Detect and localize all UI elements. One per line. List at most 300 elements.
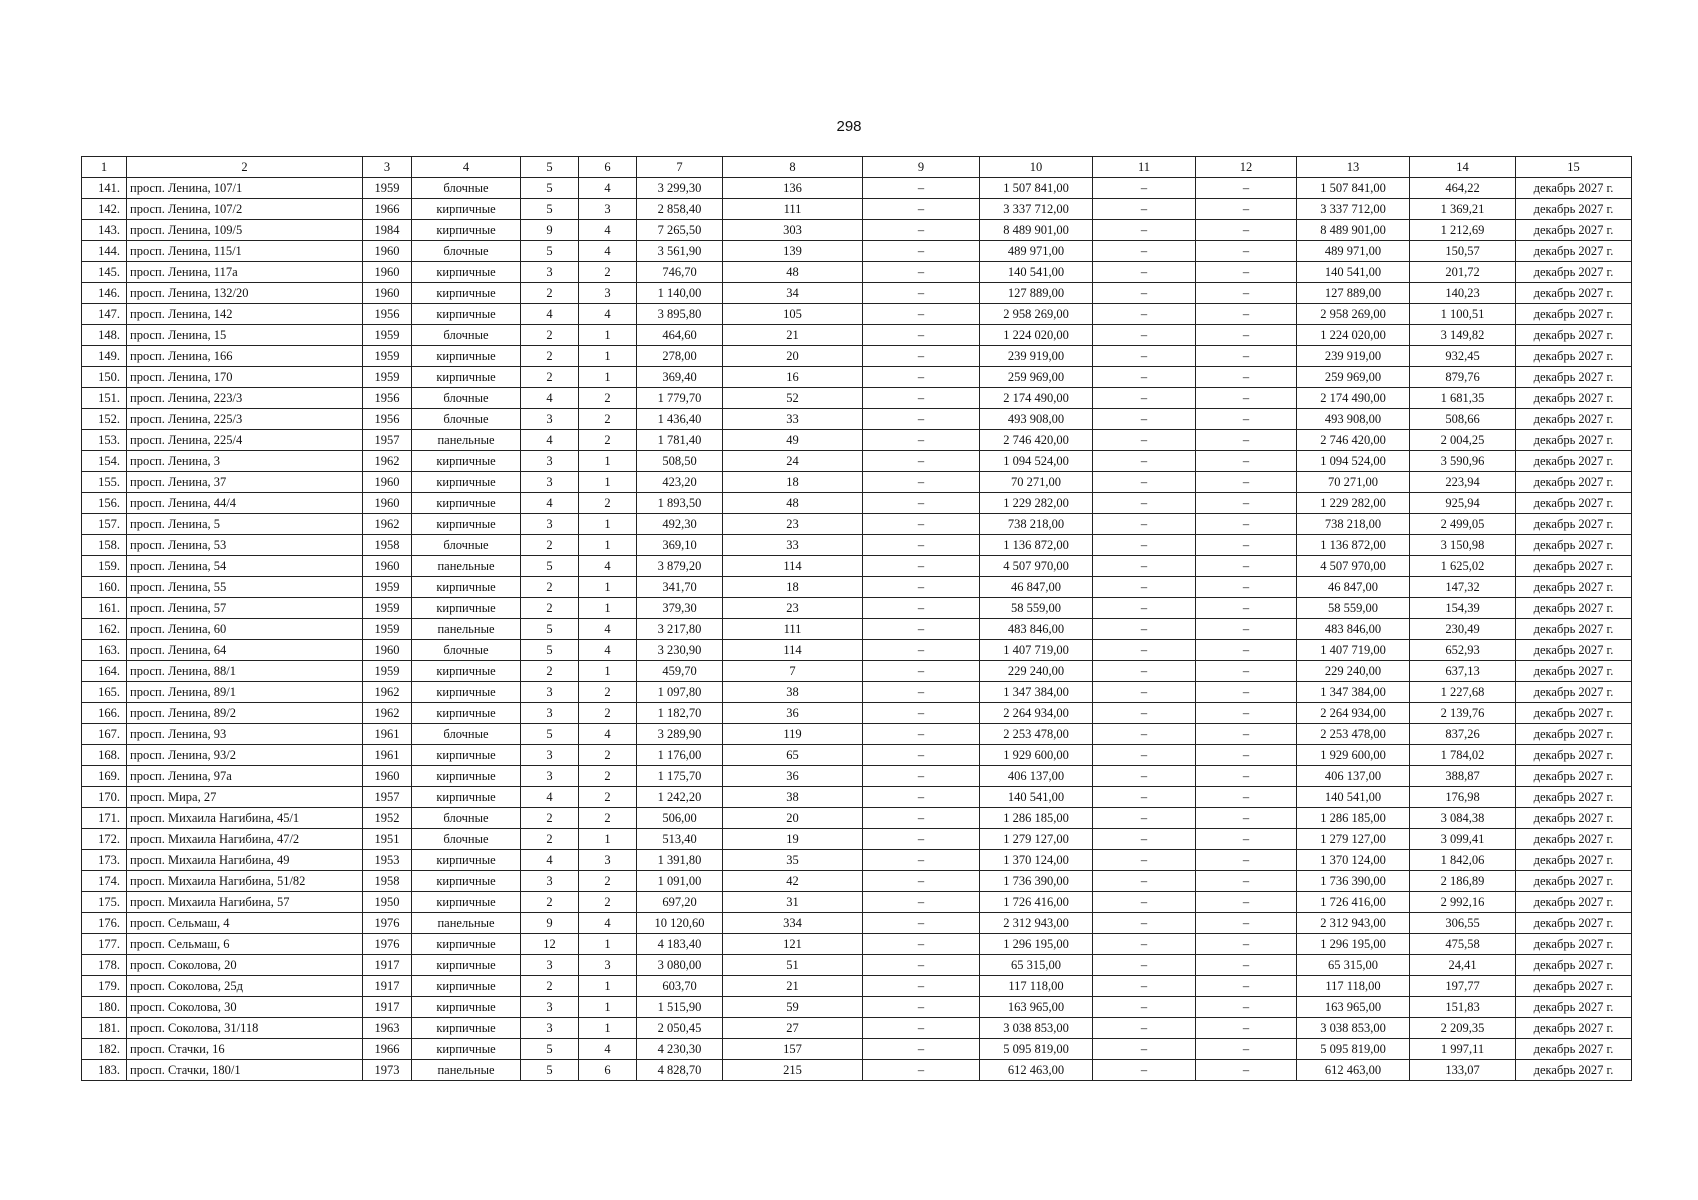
table-cell: – [1196,199,1297,220]
table-cell: 2 174 490,00 [1297,388,1410,409]
table-cell: 423,20 [637,472,723,493]
table-cell: блочные [412,388,521,409]
table-cell: блочные [412,535,521,556]
table-cell: 2 [579,787,637,808]
table-cell: 3 289,90 [637,724,723,745]
table-cell: 1 296 195,00 [980,934,1093,955]
column-header: 3 [363,157,412,178]
table-cell: 161. [82,598,127,619]
table-cell: 4 [521,850,579,871]
table-cell: 1959 [363,661,412,682]
table-cell: 230,49 [1410,619,1516,640]
table-cell: 3 879,20 [637,556,723,577]
table-cell: 697,20 [637,892,723,913]
table-cell: 2 [521,976,579,997]
table-cell: 2 264 934,00 [1297,703,1410,724]
table-cell: просп. Михаила Нагибина, 47/2 [127,829,363,850]
column-header: 13 [1297,157,1410,178]
table-cell: просп. Стачки, 180/1 [127,1060,363,1081]
table-cell: 652,93 [1410,640,1516,661]
table-cell: декабрь 2027 г. [1516,1018,1632,1039]
table-cell: 7 265,50 [637,220,723,241]
table-cell: 1 391,80 [637,850,723,871]
table-cell: 20 [723,346,863,367]
table-cell: 2 [579,808,637,829]
table-cell: 3 230,90 [637,640,723,661]
table-cell: 18 [723,577,863,598]
table-cell: 2 [579,703,637,724]
table-cell: 163 965,00 [1297,997,1410,1018]
table-row [82,1060,1632,1081]
table-cell: – [1196,241,1297,262]
table-cell: – [863,703,980,724]
table-cell: 513,40 [637,829,723,850]
table-cell: 48 [723,262,863,283]
table-cell: 174. [82,871,127,892]
table-cell: 1962 [363,514,412,535]
table-cell: 2 174 490,00 [980,388,1093,409]
table-cell: – [863,409,980,430]
table-cell: кирпичные [412,766,521,787]
table-cell: 1 224 020,00 [980,325,1093,346]
table-cell: – [863,1060,980,1081]
table-cell: 3 [521,451,579,472]
table-cell: 1 369,21 [1410,199,1516,220]
table-cell: 2 499,05 [1410,514,1516,535]
table-cell: 4 [579,724,637,745]
table-cell: просп. Ленина, 60 [127,619,363,640]
table-cell: – [863,178,980,199]
table-cell: – [863,346,980,367]
table-cell: 1 [579,1018,637,1039]
table-cell: 8 489 901,00 [1297,220,1410,241]
table-cell: 143. [82,220,127,241]
table-row [82,472,1632,493]
table-cell: 4 [579,640,637,661]
table-cell: 2 [521,598,579,619]
table-cell: кирпичные [412,514,521,535]
table-row [82,850,1632,871]
table-cell: кирпичные [412,451,521,472]
table-cell: – [1196,556,1297,577]
table-cell: 148. [82,325,127,346]
table-cell: 3 [521,871,579,892]
table-cell: просп. Ленина, 170 [127,367,363,388]
table-cell: – [1196,388,1297,409]
table-cell: – [1196,682,1297,703]
table-cell: 2 253 478,00 [980,724,1093,745]
column-header: 12 [1196,157,1297,178]
table-cell: – [1093,829,1196,850]
table-cell: 3 149,82 [1410,325,1516,346]
table-cell: 5 [521,178,579,199]
table-cell: декабрь 2027 г. [1516,997,1632,1018]
table-cell: – [863,283,980,304]
table-cell: – [1196,766,1297,787]
table-cell: – [1093,766,1196,787]
table-cell: 147. [82,304,127,325]
table-cell: – [1093,1060,1196,1081]
table-cell: – [1093,220,1196,241]
table-cell: декабрь 2027 г. [1516,451,1632,472]
table-cell: 334 [723,913,863,934]
table-cell: просп. Стачки, 16 [127,1039,363,1060]
table-cell: 2 [579,388,637,409]
table-cell: 1961 [363,745,412,766]
table-cell: – [1196,346,1297,367]
table-cell: 141. [82,178,127,199]
table-cell: 147,32 [1410,577,1516,598]
table-cell: 1 [579,472,637,493]
table-cell: 105 [723,304,863,325]
table-cell: – [1196,283,1297,304]
table-cell: 38 [723,787,863,808]
table-cell: 3 590,96 [1410,451,1516,472]
table-cell: 1 347 384,00 [980,682,1093,703]
table-cell: 1 296 195,00 [1297,934,1410,955]
table-cell: декабрь 2027 г. [1516,808,1632,829]
table-cell: 2 209,35 [1410,1018,1516,1039]
table-cell: 1 227,68 [1410,682,1516,703]
table-cell: 121 [723,934,863,955]
table-row [82,619,1632,640]
table-cell: 1960 [363,556,412,577]
table-cell: просп. Ленина, 3 [127,451,363,472]
table-cell: 2 992,16 [1410,892,1516,913]
table-cell: 1917 [363,997,412,1018]
table-cell: просп. Ленина, 54 [127,556,363,577]
table-cell: – [863,241,980,262]
table-cell: 1 [579,451,637,472]
table-cell: 2 312 943,00 [980,913,1093,934]
table-cell: 10 120,60 [637,913,723,934]
table-cell: – [1196,745,1297,766]
table-cell: декабрь 2027 г. [1516,472,1632,493]
table-cell: 2 [521,577,579,598]
table-cell: 239 919,00 [1297,346,1410,367]
table-cell: кирпичные [412,1018,521,1039]
table-cell: 2 [579,262,637,283]
table-cell: – [863,913,980,934]
table-cell: 1 229 282,00 [1297,493,1410,514]
table-cell: 70 271,00 [980,472,1093,493]
table-row [82,535,1632,556]
table-cell: 153. [82,430,127,451]
table-cell: 215 [723,1060,863,1081]
table-cell: 111 [723,619,863,640]
table-cell: 111 [723,199,863,220]
table-cell: кирпичные [412,682,521,703]
table-row [82,766,1632,787]
table-cell: – [1093,871,1196,892]
table-cell: 1 [579,514,637,535]
table-cell: – [1196,1060,1297,1081]
table-cell: 1 726 416,00 [980,892,1093,913]
table-cell: 1 681,35 [1410,388,1516,409]
table-row [82,913,1632,934]
table-cell: декабрь 2027 г. [1516,388,1632,409]
table-cell: 1956 [363,304,412,325]
table-cell: 180. [82,997,127,1018]
table-cell: 369,10 [637,535,723,556]
table-cell: блочные [412,325,521,346]
table-cell: 1 242,20 [637,787,723,808]
table-cell: 4 [579,913,637,934]
table-cell: – [1093,745,1196,766]
table-cell: декабрь 2027 г. [1516,535,1632,556]
table-cell: – [863,472,980,493]
table-cell: 879,76 [1410,367,1516,388]
table-cell: 1 229 282,00 [980,493,1093,514]
table-cell: 150,57 [1410,241,1516,262]
table-cell: 1962 [363,451,412,472]
table-cell: декабрь 2027 г. [1516,1039,1632,1060]
table-cell: 3 [521,472,579,493]
table-cell: 1976 [363,913,412,934]
table-cell: 8 489 901,00 [980,220,1093,241]
table-cell: 21 [723,325,863,346]
table-cell: 306,55 [1410,913,1516,934]
table-cell: 4 828,70 [637,1060,723,1081]
table-cell: 2 139,76 [1410,703,1516,724]
table-cell: 369,40 [637,367,723,388]
table-cell: 1953 [363,850,412,871]
table-cell: 171. [82,808,127,829]
table-cell: 3 [521,745,579,766]
table-cell: декабрь 2027 г. [1516,724,1632,745]
table-cell: 5 [521,619,579,640]
table-cell: 1 436,40 [637,409,723,430]
table-cell: 2 [579,892,637,913]
column-header: 2 [127,157,363,178]
table-cell: 837,26 [1410,724,1516,745]
table-cell: 6 [579,1060,637,1081]
table-cell: 127 889,00 [1297,283,1410,304]
table-cell: 5 [521,1039,579,1060]
table-cell: 492,30 [637,514,723,535]
table-cell: 119 [723,724,863,745]
table-cell: 4 [521,430,579,451]
table-cell: 23 [723,598,863,619]
table-cell: 3 337 712,00 [980,199,1093,220]
table-cell: 1 [579,598,637,619]
table-cell: 20 [723,808,863,829]
table-cell: 2 312 943,00 [1297,913,1410,934]
table-cell: 229 240,00 [1297,661,1410,682]
table-cell: – [1093,850,1196,871]
table-cell: 1 779,70 [637,388,723,409]
table-row [82,325,1632,346]
table-cell: 3 080,00 [637,955,723,976]
table-row [82,808,1632,829]
table-cell: 637,13 [1410,661,1516,682]
table-cell: 1950 [363,892,412,913]
table-cell: 1 [579,934,637,955]
table-cell: 1962 [363,682,412,703]
table-cell: 4 507 970,00 [1297,556,1410,577]
table-cell: 2 [579,766,637,787]
table-cell: 2 [579,745,637,766]
table-row [82,997,1632,1018]
table-cell: 1 370 124,00 [980,850,1093,871]
table-cell: кирпичные [412,955,521,976]
table-header-row [82,157,1632,178]
table-cell: кирпичные [412,745,521,766]
table-cell: 5 [521,556,579,577]
table-cell: – [863,976,980,997]
table-cell: просп. Ленина, 93/2 [127,745,363,766]
table-cell: 1951 [363,829,412,850]
table-cell: 1959 [363,367,412,388]
table-cell: – [1093,997,1196,1018]
table-cell: 1 [579,367,637,388]
table-cell: 1 094 524,00 [1297,451,1410,472]
table-cell: 2 [521,346,579,367]
table-cell: – [1093,892,1196,913]
table-cell: 341,70 [637,577,723,598]
table-cell: 23 [723,514,863,535]
table-cell: декабрь 2027 г. [1516,1060,1632,1081]
table-cell: просп. Ленина, 142 [127,304,363,325]
table-cell: 154,39 [1410,598,1516,619]
table-cell: 2 [521,808,579,829]
table-cell: просп. Ленина, 166 [127,346,363,367]
table-cell: 3 150,98 [1410,535,1516,556]
table-cell: просп. Мира, 27 [127,787,363,808]
table-cell: кирпичные [412,892,521,913]
table-cell: декабрь 2027 г. [1516,682,1632,703]
table-cell: 201,72 [1410,262,1516,283]
table-cell: – [1093,1018,1196,1039]
table-cell: – [1093,724,1196,745]
table-cell: панельные [412,1060,521,1081]
table-cell: декабрь 2027 г. [1516,577,1632,598]
table-cell: 65 [723,745,863,766]
table-cell: 508,50 [637,451,723,472]
table-cell: 459,70 [637,661,723,682]
table-row [82,514,1632,535]
table-row [82,304,1632,325]
table-cell: кирпичные [412,367,521,388]
table-cell: – [863,661,980,682]
table-cell: – [863,325,980,346]
table-cell: 388,87 [1410,766,1516,787]
table-row [82,241,1632,262]
table-cell: – [1196,892,1297,913]
page-number: 298 [836,118,862,135]
column-header: 1 [82,157,127,178]
table-cell: – [1196,976,1297,997]
table-cell: 3 [521,703,579,724]
table-cell: – [1196,724,1297,745]
table-cell: декабрь 2027 г. [1516,619,1632,640]
table-cell: 1 [579,661,637,682]
table-cell: 1 515,90 [637,997,723,1018]
table-cell: 46 847,00 [980,577,1093,598]
table-cell: 183. [82,1060,127,1081]
table-cell: – [1093,325,1196,346]
table-cell: 1959 [363,577,412,598]
table-cell: просп. Ленина, 107/2 [127,199,363,220]
table-cell: просп. Ленина, 37 [127,472,363,493]
table-cell: 5 [521,241,579,262]
column-header: 14 [1410,157,1516,178]
table-cell: – [863,598,980,619]
table-cell: 1 370 124,00 [1297,850,1410,871]
table-cell: 4 [521,304,579,325]
table-cell: – [1093,346,1196,367]
table-cell: 1 [579,325,637,346]
table-row [82,787,1632,808]
table-cell: 1 279 127,00 [980,829,1093,850]
table-cell: 1958 [363,535,412,556]
table-cell: – [1093,367,1196,388]
table-cell: просп. Ленина, 132/20 [127,283,363,304]
table-cell: 406 137,00 [1297,766,1410,787]
table-cell: 151. [82,388,127,409]
table-cell: 52 [723,388,863,409]
table-cell: 3 337 712,00 [1297,199,1410,220]
column-header: 9 [863,157,980,178]
table-cell: 1984 [363,220,412,241]
table-cell: – [1093,199,1196,220]
table-cell: 2 [579,430,637,451]
table-cell: – [1196,451,1297,472]
table-cell: – [863,829,980,850]
table-cell: – [863,997,980,1018]
table-cell: 1961 [363,724,412,745]
table-cell: 1 094 524,00 [980,451,1093,472]
table-cell: 2 004,25 [1410,430,1516,451]
table-cell: 1 784,02 [1410,745,1516,766]
table-cell: 48 [723,493,863,514]
table-cell: 612 463,00 [980,1060,1093,1081]
table-cell: 3 [521,1018,579,1039]
table-cell: 2 [521,283,579,304]
table-cell: кирпичные [412,220,521,241]
table-cell: – [1196,703,1297,724]
table-cell: 42 [723,871,863,892]
table-cell: 1976 [363,934,412,955]
table-cell: – [1093,451,1196,472]
table-cell: 2 186,89 [1410,871,1516,892]
table-cell: 127 889,00 [980,283,1093,304]
table-cell: 2 [521,535,579,556]
table-cell: 4 [579,619,637,640]
table-cell: декабрь 2027 г. [1516,745,1632,766]
column-header: 6 [579,157,637,178]
table-cell: – [863,1018,980,1039]
table-cell: 33 [723,409,863,430]
table-cell: 1 726 416,00 [1297,892,1410,913]
table-cell: кирпичные [412,304,521,325]
column-header: 4 [412,157,521,178]
table-cell: 4 [521,493,579,514]
table-cell: – [1196,997,1297,1018]
column-header: 15 [1516,157,1632,178]
table-cell: 3 [521,262,579,283]
table-cell: 18 [723,472,863,493]
table-cell: 1957 [363,787,412,808]
table-cell: 24 [723,451,863,472]
table-cell: – [1196,493,1297,514]
table-cell: декабрь 2027 г. [1516,199,1632,220]
table-cell: декабрь 2027 г. [1516,766,1632,787]
table-cell: кирпичные [412,199,521,220]
table-cell: 164. [82,661,127,682]
table-cell: 1 286 185,00 [980,808,1093,829]
table-cell: – [863,367,980,388]
